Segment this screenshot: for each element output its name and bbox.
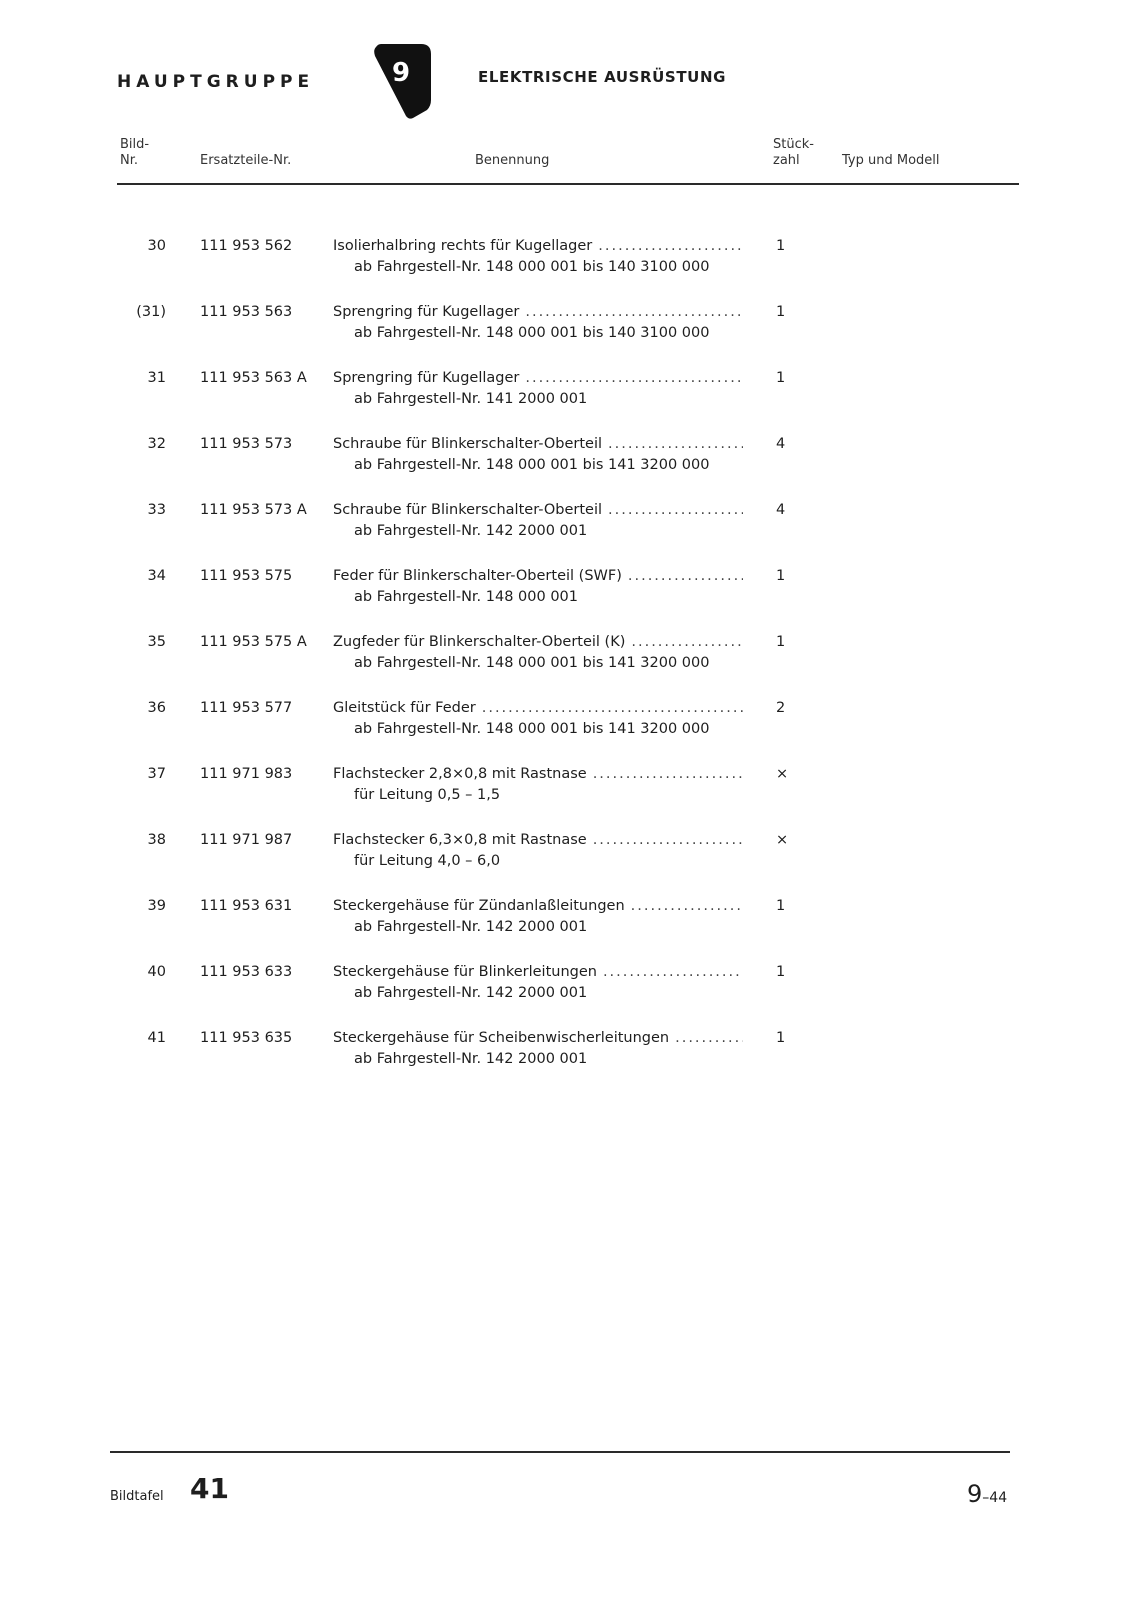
bild-nr: 41 bbox=[147, 1030, 166, 1046]
description bbox=[333, 502, 743, 518]
bild-nr: 30 bbox=[147, 238, 166, 254]
leader-dots bbox=[631, 634, 743, 650]
table-row bbox=[0, 370, 1141, 430]
bild-nr: 39 bbox=[147, 898, 166, 914]
part-number: 111 953 563 A bbox=[200, 370, 307, 386]
table-row bbox=[0, 568, 1141, 628]
description-sub: für Leitung 0,5 – 1,5 bbox=[354, 787, 501, 803]
col-qty-line1: Stück- bbox=[773, 137, 814, 152]
quantity: 4 bbox=[776, 436, 786, 452]
quantity: 1 bbox=[776, 304, 786, 320]
leader-dots bbox=[598, 238, 743, 254]
table-row bbox=[0, 238, 1141, 298]
quantity: 1 bbox=[776, 1030, 786, 1046]
page-number bbox=[967, 1480, 1007, 1508]
leader-dots bbox=[675, 1030, 743, 1046]
description-sub: ab Fahrgestell-Nr. 148 000 001 bis 140 3100 000 bbox=[354, 259, 710, 275]
col-description: Benennung bbox=[475, 153, 550, 168]
part-number: 111 953 573 A bbox=[200, 502, 307, 518]
page-number-sub: –44 bbox=[982, 1490, 1008, 1506]
description bbox=[333, 766, 743, 782]
quantity: 1 bbox=[776, 238, 786, 254]
quantity: × bbox=[776, 766, 789, 782]
part-number: 111 953 562 bbox=[200, 238, 293, 254]
description-sub: ab Fahrgestell-Nr. 142 2000 001 bbox=[354, 1051, 588, 1067]
description-sub: ab Fahrgestell-Nr. 142 2000 001 bbox=[354, 985, 588, 1001]
description-sub: ab Fahrgestell-Nr. 148 000 001 bis 140 3100 000 bbox=[354, 325, 710, 341]
description-text: Feder für Blinkerschalter-Oberteil (SWF) bbox=[333, 568, 622, 584]
quantity: 1 bbox=[776, 634, 786, 650]
table-row bbox=[0, 700, 1141, 760]
description bbox=[333, 634, 743, 650]
bild-nr: 36 bbox=[147, 700, 166, 716]
leader-dots bbox=[631, 898, 743, 914]
group-number-badge bbox=[373, 42, 433, 120]
bild-nr: 33 bbox=[147, 502, 166, 518]
description-text: Steckergehäuse für Scheibenwischerleitungen bbox=[333, 1030, 670, 1046]
bild-nr: 32 bbox=[147, 436, 166, 452]
quantity: 4 bbox=[776, 502, 786, 518]
bildtafel-number: 41 bbox=[190, 1472, 229, 1505]
description-sub: ab Fahrgestell-Nr. 142 2000 001 bbox=[354, 919, 588, 935]
table-row bbox=[0, 304, 1141, 364]
description-text: Schraube für Blinkerschalter-Oberteil bbox=[333, 502, 603, 518]
col-bild-nr bbox=[120, 137, 149, 169]
hauptgruppe-label: HAUPTGRUPPE bbox=[117, 72, 315, 92]
part-number: 111 953 633 bbox=[200, 964, 293, 980]
description-text: Flachstecker 2,8×0,8 mit Rastnase bbox=[333, 766, 587, 782]
description-sub: ab Fahrgestell-Nr. 148 000 001 bis 141 3200 000 bbox=[354, 457, 710, 473]
description-text: Steckergehäuse für Blinkerleitungen bbox=[333, 964, 597, 980]
description bbox=[333, 304, 743, 320]
part-number: 111 953 631 bbox=[200, 898, 293, 914]
bild-nr: 37 bbox=[147, 766, 166, 782]
description bbox=[333, 370, 743, 386]
quantity: 1 bbox=[776, 568, 786, 584]
description-sub: ab Fahrgestell-Nr. 148 000 001 bbox=[354, 589, 579, 605]
description-sub: ab Fahrgestell-Nr. 141 2000 001 bbox=[354, 391, 588, 407]
description bbox=[333, 700, 743, 716]
col-bild-line2: Nr. bbox=[120, 153, 139, 168]
quantity: 1 bbox=[776, 898, 786, 914]
part-number: 111 971 983 bbox=[200, 766, 293, 782]
leader-dots bbox=[608, 502, 743, 518]
part-number: 111 953 635 bbox=[200, 1030, 293, 1046]
part-number: 111 953 575 A bbox=[200, 634, 307, 650]
col-qty-line2: zahl bbox=[773, 153, 800, 168]
description-text: Flachstecker 6,3×0,8 mit Rastnase bbox=[333, 832, 587, 848]
quantity: 1 bbox=[776, 964, 786, 980]
description-sub: für Leitung 4,0 – 6,0 bbox=[354, 853, 501, 869]
leader-dots bbox=[482, 700, 743, 716]
description bbox=[333, 898, 743, 914]
col-part-number: Ersatzteile-Nr. bbox=[200, 153, 292, 168]
part-number: 111 953 577 bbox=[200, 700, 293, 716]
bild-nr: 40 bbox=[147, 964, 166, 980]
table-row bbox=[0, 766, 1141, 826]
leader-dots bbox=[593, 832, 743, 848]
col-quantity bbox=[773, 137, 814, 169]
part-number: 111 971 987 bbox=[200, 832, 293, 848]
leader-dots bbox=[525, 370, 743, 386]
bild-nr: 34 bbox=[147, 568, 166, 584]
description-text: Zugfeder für Blinkerschalter-Oberteil (K) bbox=[333, 634, 626, 650]
description-sub: ab Fahrgestell-Nr. 148 000 001 bis 141 3200 000 bbox=[354, 655, 710, 671]
leader-dots bbox=[608, 436, 743, 452]
quantity: 2 bbox=[776, 700, 786, 716]
table-row bbox=[0, 964, 1141, 1024]
section-title: ELEKTRISCHE AUSRÜSTUNG bbox=[478, 68, 727, 86]
description bbox=[333, 436, 743, 452]
bild-nr: (31) bbox=[136, 304, 166, 320]
table-row bbox=[0, 832, 1141, 892]
description bbox=[333, 1030, 743, 1046]
page-number-main: 9 bbox=[967, 1480, 983, 1508]
col-type-model: Typ und Modell bbox=[842, 153, 940, 168]
part-number: 111 953 575 bbox=[200, 568, 293, 584]
bild-nr: 31 bbox=[147, 370, 166, 386]
table-row bbox=[0, 898, 1141, 958]
bild-nr: 35 bbox=[147, 634, 166, 650]
leader-dots bbox=[603, 964, 743, 980]
group-number: 9 bbox=[391, 58, 411, 88]
description-sub: ab Fahrgestell-Nr. 142 2000 001 bbox=[354, 523, 588, 539]
description bbox=[333, 964, 743, 980]
description-text: Schraube für Blinkerschalter-Oberteil bbox=[333, 436, 603, 452]
description bbox=[333, 238, 743, 254]
header-rule bbox=[117, 183, 1019, 185]
part-number: 111 953 563 bbox=[200, 304, 293, 320]
leader-dots bbox=[593, 766, 743, 782]
part-number: 111 953 573 bbox=[200, 436, 293, 452]
table-row bbox=[0, 634, 1141, 694]
footer-rule bbox=[110, 1451, 1010, 1453]
description-text: Sprengring für Kugellager bbox=[333, 370, 520, 386]
description-sub: ab Fahrgestell-Nr. 148 000 001 bis 141 3200 000 bbox=[354, 721, 710, 737]
table-row bbox=[0, 436, 1141, 496]
col-bild-line1: Bild- bbox=[120, 137, 150, 152]
leader-dots bbox=[525, 304, 743, 320]
description bbox=[333, 832, 743, 848]
bild-nr: 38 bbox=[147, 832, 166, 848]
quantity: × bbox=[776, 832, 789, 848]
table-row bbox=[0, 1030, 1141, 1090]
description-text: Sprengring für Kugellager bbox=[333, 304, 520, 320]
bildtafel-label: Bildtafel bbox=[110, 1489, 164, 1504]
leader-dots bbox=[628, 568, 743, 584]
description bbox=[333, 568, 743, 584]
table-row bbox=[0, 502, 1141, 562]
description-text: Isolierhalbring rechts für Kugellager bbox=[333, 238, 593, 254]
description-text: Steckergehäuse für Zündanlaßleitungen bbox=[333, 898, 625, 914]
description-text: Gleitstück für Feder bbox=[333, 700, 476, 716]
quantity: 1 bbox=[776, 370, 786, 386]
